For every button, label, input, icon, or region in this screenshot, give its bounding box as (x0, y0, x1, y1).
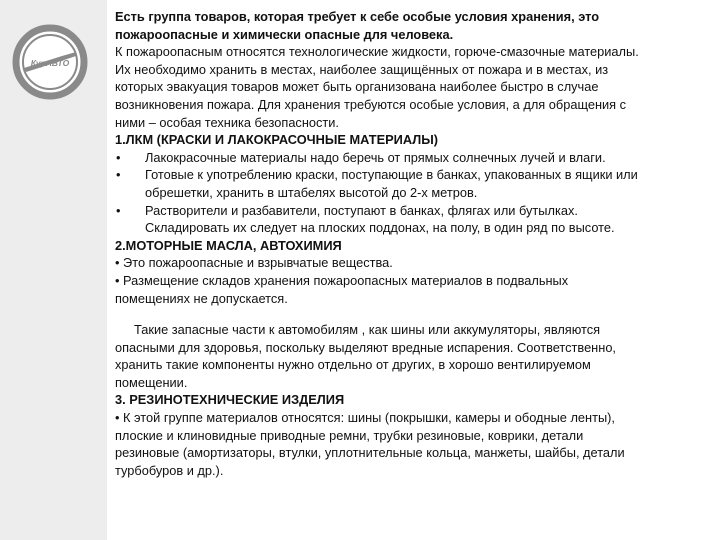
bullet-mark: • (116, 149, 121, 165)
section-2-item: помещениях не допускается. (115, 290, 288, 306)
section-1-bullet (115, 149, 713, 167)
bullet-line: Складировать их следует на плоских поддонах, на полу, в один ряд по высоте. (145, 220, 615, 236)
section-3-line: • К этой группе материалов относятся: шины (покрышки, камеры и ободные ленты), (115, 410, 615, 426)
section-3-line: турбобуров и др.). (115, 462, 224, 478)
company-logo (10, 22, 90, 102)
intro-line: К пожароопасным относятся технологические жидкости, горюче-смазочные материалы. (115, 44, 639, 60)
intro-line: которых эвакуация товаров может быть организована наиболее быстро в случае (115, 79, 599, 95)
section-1-title: 1.ЛКМ (КРАСКИ И ЛАКОКРАСОЧНЫЕ МАТЕРИАЛЫ) (115, 132, 439, 148)
sidebar-panel (0, 0, 107, 540)
section-2-item: • Размещение складов хранения пожароопасных материалов в подвальных (115, 272, 569, 288)
bullet-line: Готовые к употреблению краски, поступающие в банках, упакованных в ящики или (145, 167, 638, 183)
intro-line: возникновения пожара. Для хранения требуются особые условия, а для обращения с (115, 96, 627, 112)
intro-line: Их необходимо хранить в местах, наиболее защищённых от пожара и в местах, из (115, 61, 609, 77)
section-3-title: 3. РЕЗИНОТЕХНИЧЕСКИЕ ИЗДЕЛИЯ (115, 392, 345, 408)
note-line: опасными для здоровья, поскольку выделяют вредные испарения. Соответственно, (115, 339, 616, 355)
intro-heading-line-1: Есть группа товаров, которая требует к себе особые условия хранения, это (115, 9, 600, 24)
document-body (115, 8, 713, 479)
note-line: Такие запасные части к автомобилям , как шины или аккумуляторы, являются (134, 322, 601, 338)
section-3-line: плоские и клиновидные приводные ремни, трубки резиновые, коврики, детали (115, 427, 584, 443)
intro-heading-line-2: пожароопасные и химически опасные для человека. (115, 26, 454, 42)
note-line: помещении. (115, 374, 188, 390)
section-2-item: • Это пожароопасные и взрывчатые вещества. (115, 255, 393, 271)
section-1-bullet (115, 166, 713, 201)
note-line: хранить такие компоненты нужно отдельно от других, в хорошо вентилируемом (115, 357, 591, 373)
bullet-line: Лакокрасочные материалы надо беречь от прямых солнечных лучей и влаги. (145, 149, 606, 165)
section-2-title: 2.МОТОРНЫЕ МАСЛА, АВТОХИМИЯ (115, 237, 342, 253)
spacer (115, 307, 713, 321)
bullet-mark: • (116, 167, 121, 183)
section-1-bullet (115, 202, 713, 237)
intro-line: ними – особая техника безопасности. (115, 114, 339, 130)
bullet-mark: • (116, 202, 121, 218)
svg-text:КурАВТО: КурАВТО (30, 58, 70, 68)
bullet-line: обрешетки, хранить в штабелях высотой до 2-х метров. (145, 184, 478, 200)
section-3-line: резиновые (амортизаторы, втулки, уплотнительные кольца, манжеты, шайбы, детали (115, 445, 625, 461)
bullet-line: Растворители и разбавители, поступают в банках, флягах или бутылках. (145, 202, 578, 218)
